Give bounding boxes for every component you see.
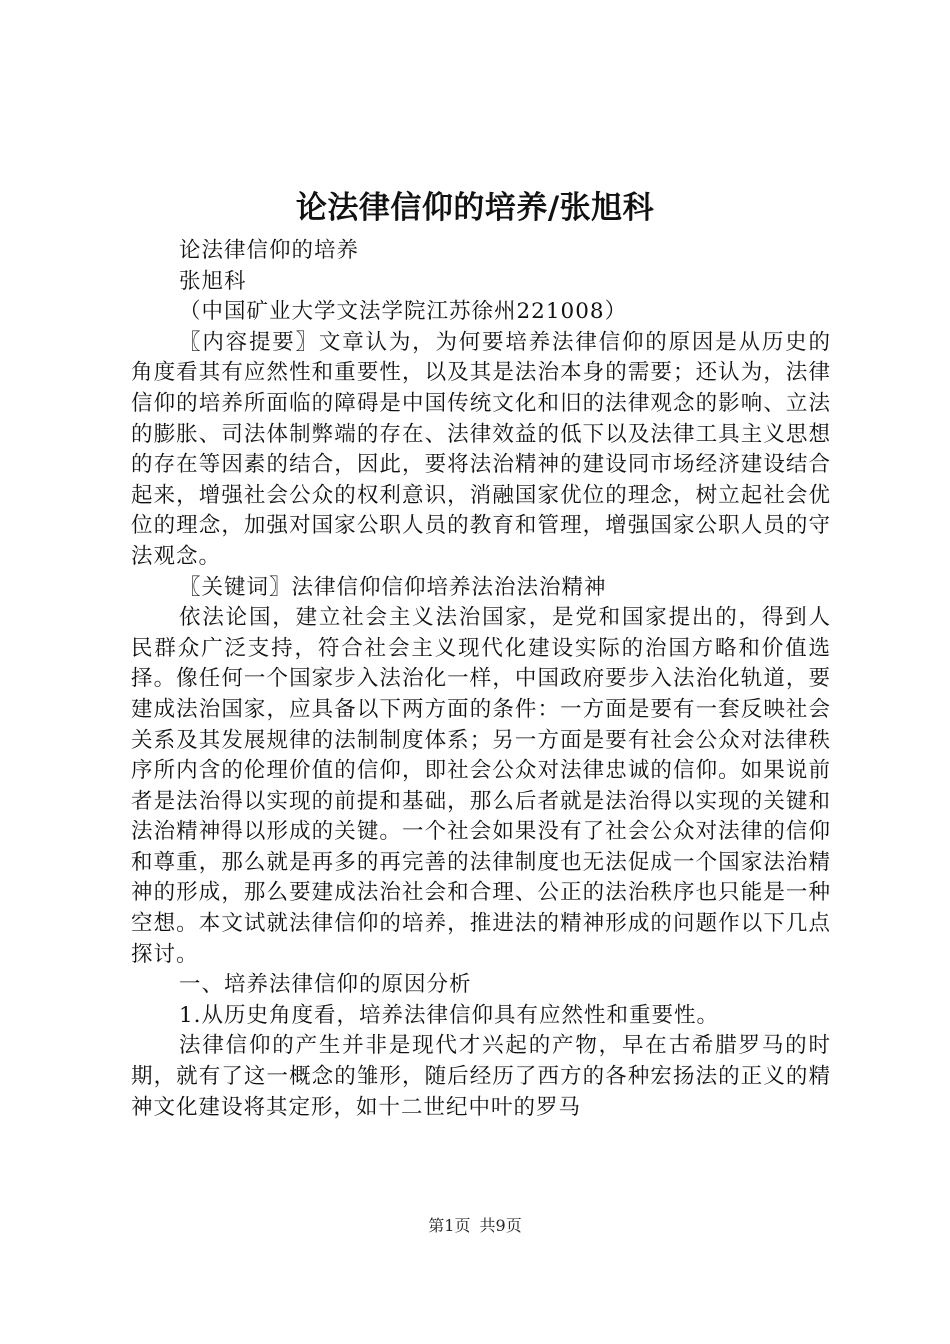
body-paragraph: 法律信仰的产生并非是现代才兴起的产物，早在古希腊罗马的时期，就有了这一概念的雏形，随后经历了西方的各种宏扬法的正义的精神文化建设将其定形，如十二世纪中叶的罗马 — [131, 1033, 831, 1120]
author-affiliation: （中国矿业大学文法学院江苏徐州221008） — [179, 299, 628, 325]
page-number: 第1页 — [428, 1216, 471, 1235]
body-paragraph: 依法论国，建立社会主义法治国家，是党和国家提出的，得到人民群众广泛支持，符合社会主义现代化建设实际的治国方略和价值选择。像任何一个国家步入法治化一样，中国政府要步入法治化轨道，要建成法治国家，应具备以下两方面的条件：一方面是要有一套反映社会关系及其发展规律的法制制度体系；另一方面是要有社会公众对法律秩序所内含的伦理价值的信仰，即社会公众对法律忠诚的信仰。如果说前者是法治得以实现的前提和基础，那么后者就是法治得以实现的关键和法治精神得以形成的关键。一个社会如果没有了社会公众对法律的信仰和尊重，那么就是再多的再完善的法律制度也无法促成一个国家法治精神的形成，那么要建成法治社会和合理、公正的法治秩序也只能是一种空想。本文试就法律信仰的培养，推进法的精神形成的问题作以下几点探讨。 — [131, 605, 831, 967]
page-total: 共9页 — [479, 1216, 522, 1235]
keywords-paragraph: 〖关键词〗法律信仰信仰培养法治法治精神 — [179, 574, 607, 600]
document-title: 论法律信仰的培养/张旭科 — [295, 190, 655, 226]
page-footer — [0, 1216, 950, 1236]
section-heading: 一、培养法律信仰的原因分析 — [179, 972, 472, 998]
subsection-heading: 1.从历史角度看，培养法律信仰具有应然性和重要性。 — [179, 1002, 720, 1028]
article-author: 张旭科 — [179, 268, 247, 294]
document-body — [131, 236, 831, 1123]
abstract-paragraph: 〖内容提要〗文章认为，为何要培养法律信仰的原因是从历史的角度看其有应然性和重要性，以及其是法治本身的需要；还认为，法律信仰的培养所面临的障碍是中国传统文化和旧的法律观念的影响、立法的膨胀、司法体制弊端的存在、法律效益的低下以及法律工具主义思想的存在等因素的结合，因此，要将法治精神的建设同市场经济建设结合起来，增强社会公众的权利意识，消融国家优位的理念，树立起社会优位的理念，加强对国家公职人员的教育和管理，增强国家公职人员的守法观念。 — [131, 329, 831, 569]
article-subtitle: 论法律信仰的培养 — [179, 238, 360, 263]
